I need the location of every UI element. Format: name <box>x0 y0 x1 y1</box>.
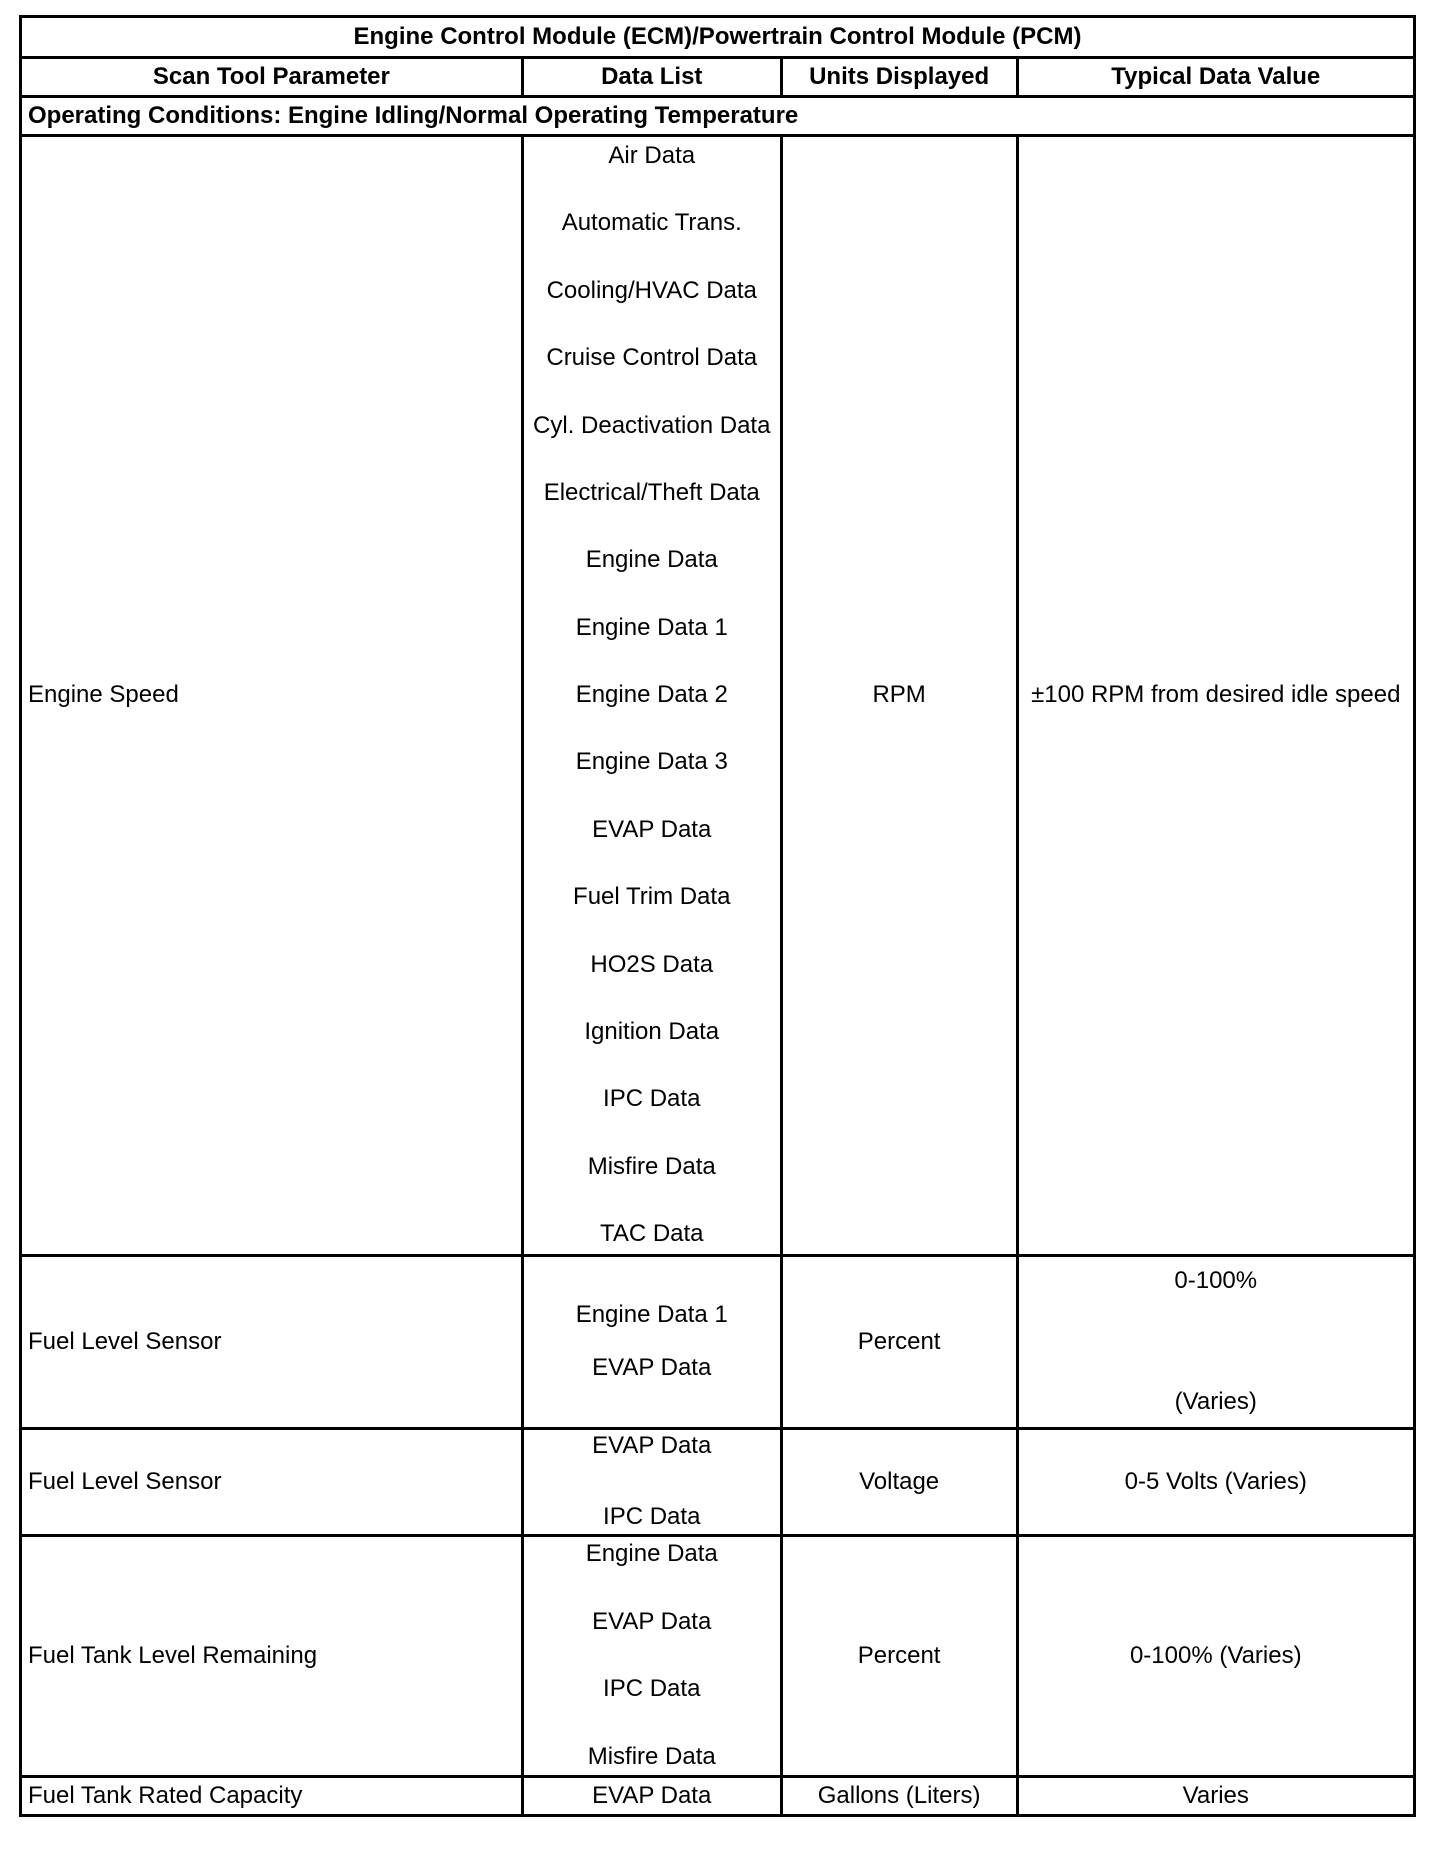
table-row <box>21 1429 1415 1536</box>
header-data-list: Data List <box>522 58 781 97</box>
value-cell: 0-5 Volts (Varies) <box>1017 1429 1414 1536</box>
data-list-item: IPC Data <box>603 1675 701 1703</box>
data-list-cell: EVAP Data <box>522 1777 781 1816</box>
table-title: Engine Control Module (ECM)/Powertrain Control Module (PCM) <box>21 17 1415 58</box>
value-cell: 0-100% (Varies) <box>1017 1536 1414 1777</box>
data-list-item: Electrical/Theft Data <box>543 478 760 506</box>
value-line: 0-100% <box>1174 1267 1258 1294</box>
data-list-item: TAC Data <box>599 1220 704 1247</box>
table-row <box>21 136 1415 1256</box>
data-list-item: Engine Data 1 <box>575 1301 728 1328</box>
header-units-displayed: Units Displayed <box>781 58 1017 97</box>
table-row <box>21 1536 1415 1777</box>
units-cell: RPM <box>781 136 1017 1256</box>
header-row <box>21 58 1415 97</box>
data-list-item: Misfire Data <box>587 1743 716 1771</box>
parameter-cell: Fuel Level Sensor <box>21 1429 523 1536</box>
units-cell: Voltage <box>781 1429 1017 1536</box>
data-list-item: Engine Data 3 <box>575 748 728 776</box>
units-cell: Gallons (Liters) <box>781 1777 1017 1816</box>
data-list-item: IPC Data <box>603 1503 701 1531</box>
data-list-item: Cruise Control Data <box>546 344 758 372</box>
value-cell <box>1017 1256 1414 1429</box>
data-list-item: IPC Data <box>603 1085 701 1113</box>
data-list-item: HO2S Data <box>590 950 714 978</box>
data-list-items <box>524 142 780 1249</box>
value-cell: Varies <box>1017 1777 1414 1816</box>
parameter-cell: Fuel Tank Rated Capacity <box>21 1777 523 1816</box>
data-list-item: Cooling/HVAC Data <box>546 276 757 304</box>
table-row <box>21 1777 1415 1816</box>
data-list-item: EVAP Data <box>592 1607 712 1635</box>
value-line: (Varies) <box>1174 1388 1257 1416</box>
data-list-item: Automatic Trans. <box>561 209 742 237</box>
parameter-cell: Fuel Tank Level Remaining <box>21 1536 523 1777</box>
title-row <box>21 17 1415 58</box>
data-list-item: EVAP Data <box>592 815 712 843</box>
data-list-item: Engine Data 1 <box>575 613 728 641</box>
value-lines <box>1019 1267 1413 1417</box>
data-list-item: Air Data <box>608 142 696 169</box>
header-typical-data-value: Typical Data Value <box>1017 58 1414 97</box>
data-list-item: Misfire Data <box>587 1152 716 1180</box>
data-list-cell <box>522 1256 781 1429</box>
data-list-item: Ignition Data <box>584 1017 720 1045</box>
header-scan-tool-parameter: Scan Tool Parameter <box>21 58 523 97</box>
data-list-item: Fuel Trim Data <box>573 883 731 911</box>
data-list-cell <box>522 1429 781 1536</box>
data-list-cell <box>522 136 781 1256</box>
data-list-item: EVAP Data <box>592 1432 712 1459</box>
data-list-item: Cyl. Deactivation Data <box>533 411 771 439</box>
data-list-cell <box>522 1536 781 1777</box>
units-cell: Percent <box>781 1256 1017 1429</box>
data-list-item: Engine Data <box>585 1540 718 1567</box>
data-list-item: Engine Data 2 <box>575 681 728 708</box>
parameter-cell: Engine Speed <box>21 136 523 1256</box>
ecm-pcm-data-table <box>19 15 1416 1817</box>
data-list-items <box>524 1301 780 1383</box>
units-cell: Percent <box>781 1536 1017 1777</box>
value-cell: ±100 RPM from desired idle speed <box>1017 136 1414 1256</box>
table-row <box>21 1256 1415 1429</box>
data-list-items <box>524 1432 780 1532</box>
data-list-item: EVAP Data <box>592 1354 712 1382</box>
data-list-items <box>524 1540 780 1772</box>
data-list-item: Engine Data <box>585 546 718 574</box>
operating-conditions-row <box>21 97 1415 136</box>
parameter-cell: Fuel Level Sensor <box>21 1256 523 1429</box>
operating-conditions: Operating Conditions: Engine Idling/Normal Operating Temperature <box>21 97 1415 136</box>
